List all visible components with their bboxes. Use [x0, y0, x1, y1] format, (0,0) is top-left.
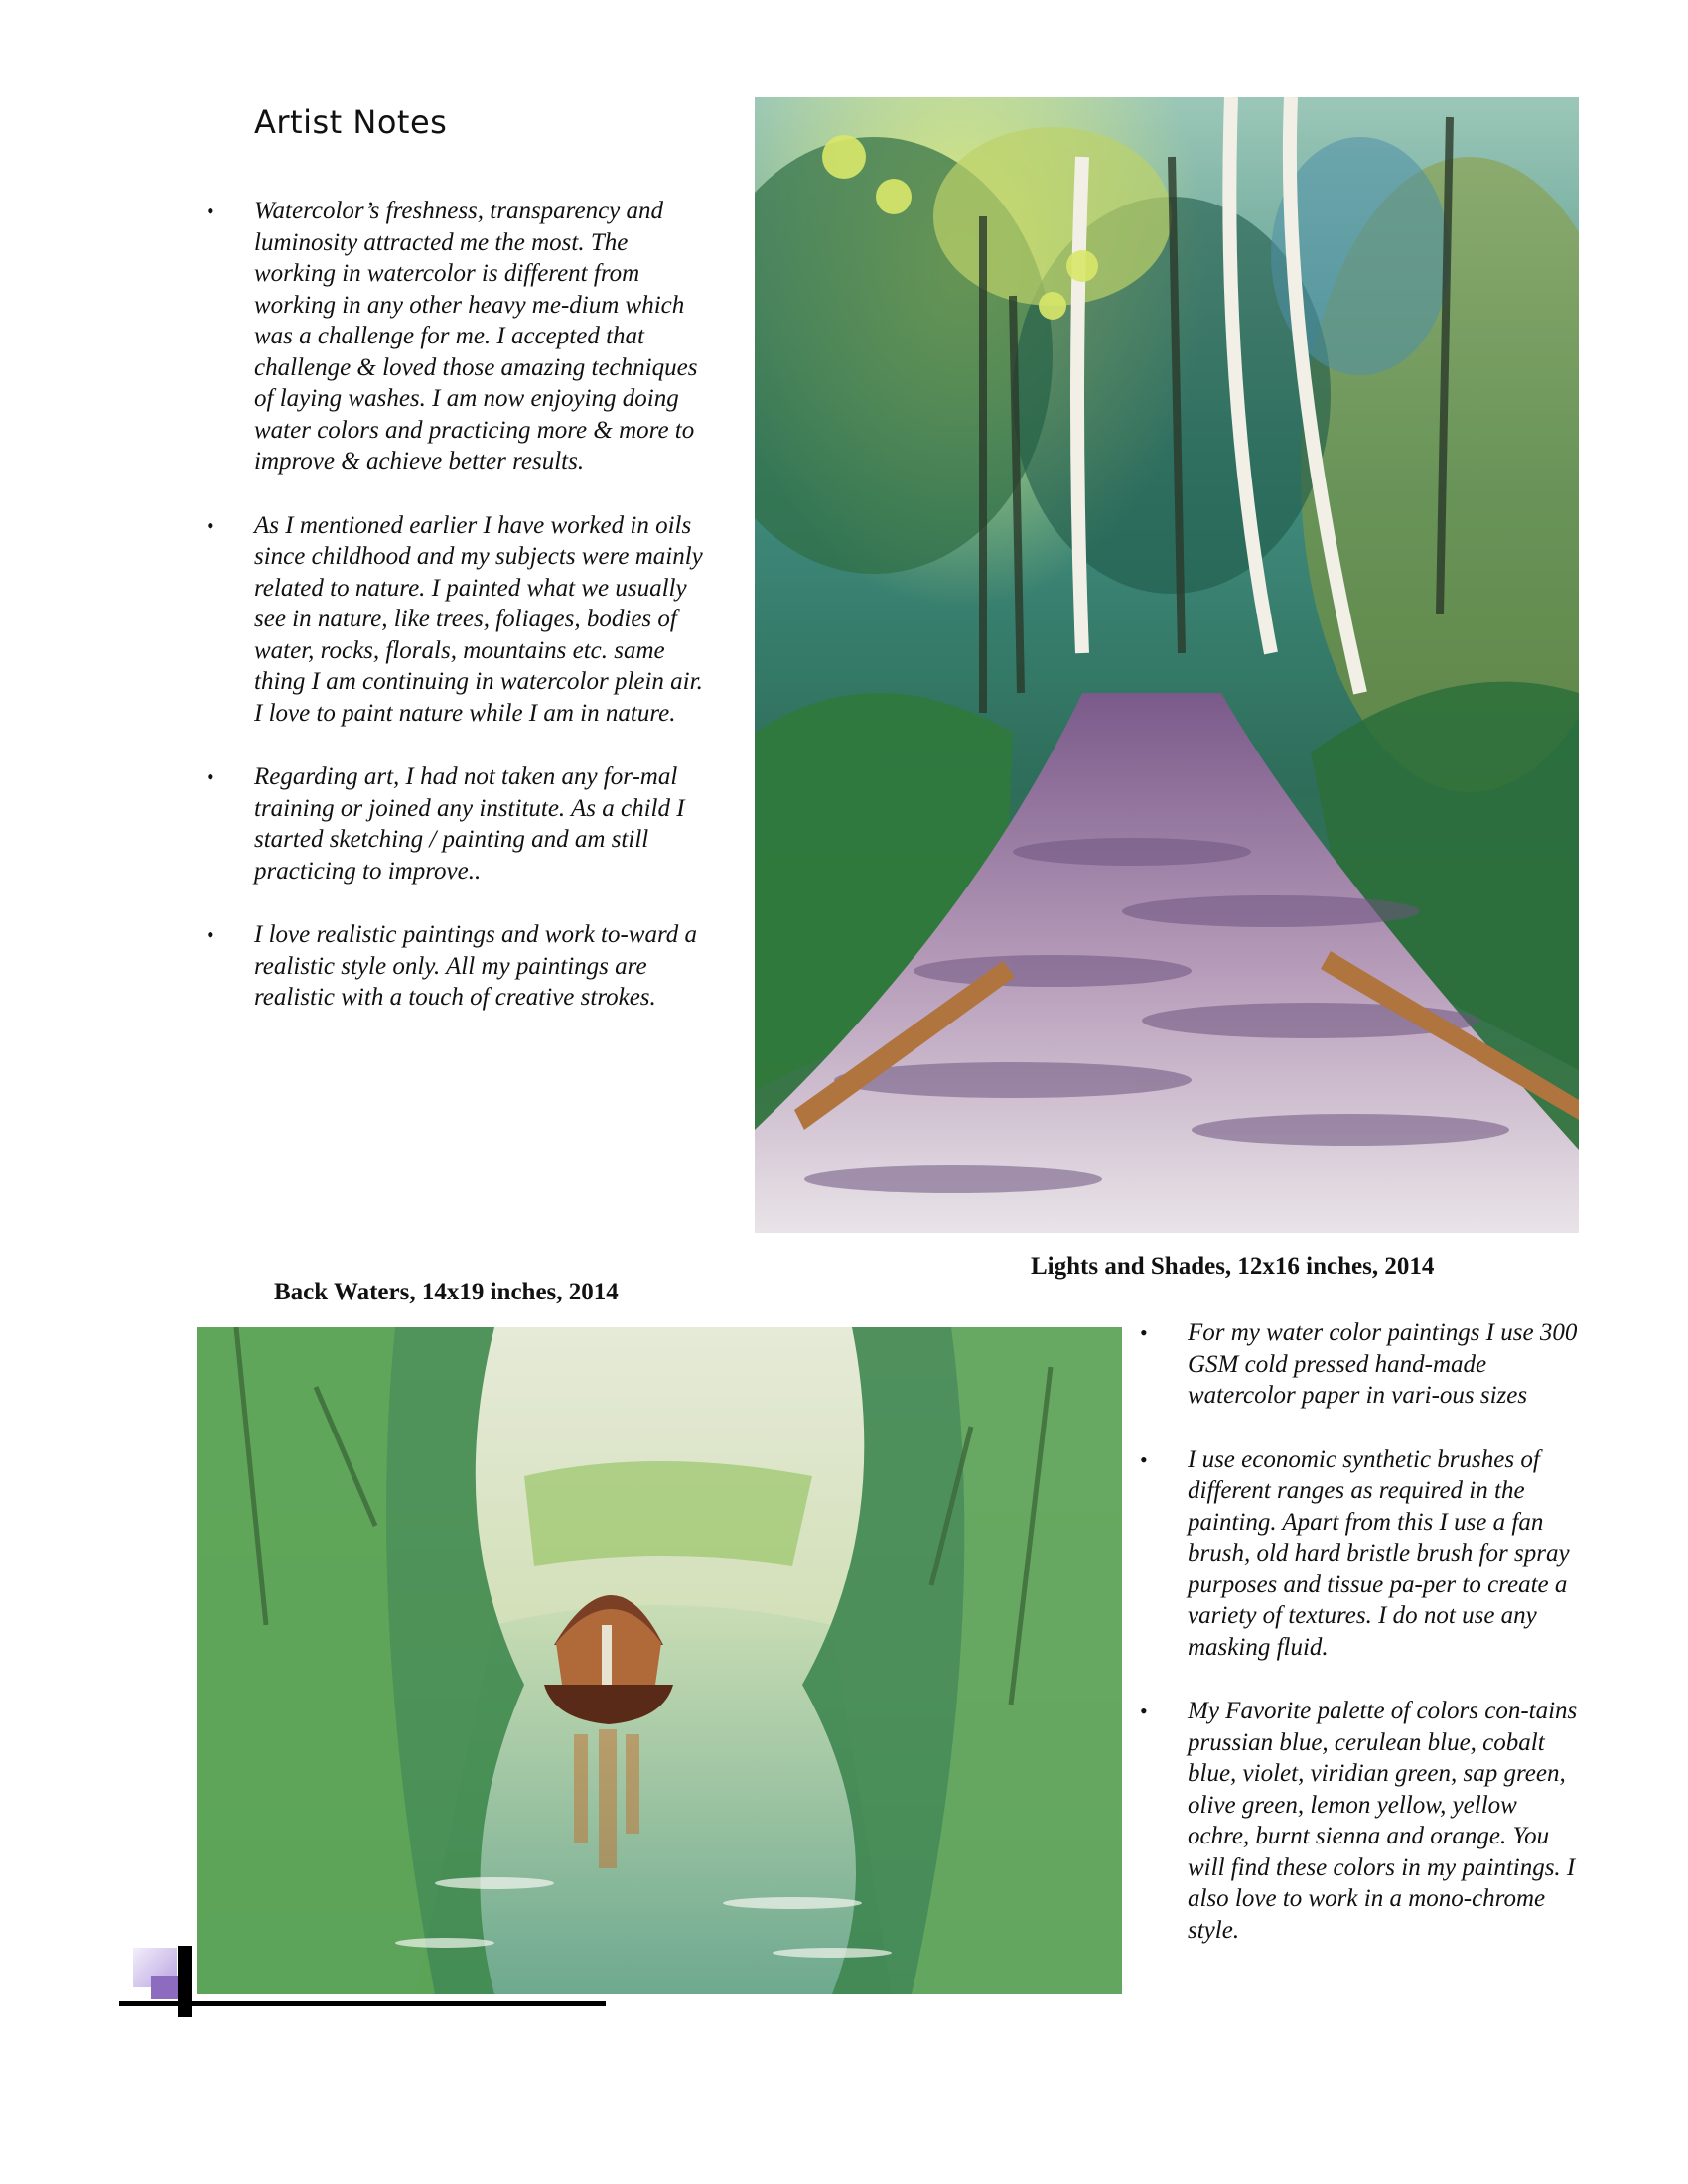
note-item: • As I mentioned earlier I have worked in oils since childhood and my subjects were mainly related to nature. I painted what we usually see in nature, like trees, foliages, bodies of water, rocks, florals, mountains etc. same thing I am continuing in watercolor plein air. I love to paint nature while I am in nature.	[254, 510, 711, 730]
decorative-horizontal-rule	[119, 2001, 606, 2006]
artist-notes-left-list	[254, 196, 711, 1046]
forest-path-caption: Lights and Shades, 12x16 inches, 2014	[1031, 1253, 1435, 1280]
forest-path-painting	[755, 97, 1579, 1233]
back-waters-caption: Back Waters, 14x19 inches, 2014	[274, 1279, 619, 1305]
note-item: • I love realistic paintings and work to-ward a realistic style only. All my paintings are realistic with a touch of creative strokes.	[254, 919, 711, 1014]
note-item: • Regarding art, I had not taken any for-mal training or joined any institute. As a child I started sketching / painting and am still practicing to improve..	[254, 761, 711, 887]
artist-notes-right-list	[1188, 1317, 1585, 1979]
decorative-square-small	[151, 1976, 179, 1999]
note-item: • My Favorite palette of colors con-tains prussian blue, cerulean blue, cobalt blue, violet, viridian green, sap green, olive green, lemon yellow, yellow ochre, burnt sienna and orange. You will find these colors in my paintings. I also love to work in a mono-chrome style.	[1188, 1696, 1585, 1946]
back-waters-painting	[197, 1327, 1122, 1994]
note-item: • Watercolor’s freshness, transparency and luminosity attracted me the most. The working in watercolor is different from working in any other heavy me-dium which was a challenge for me. I accepted that challenge & loved those amazing techniques of laying washes. I am now enjoying doing water colors and practicing more & more to improve & achieve better results.	[254, 196, 711, 478]
note-item: • For my water color paintings I use 300 GSM cold pressed hand-made watercolor paper in vari-ous sizes	[1188, 1317, 1585, 1412]
note-item: • I use economic synthetic brushes of different ranges as required in the painting. Apart from this I use a fan brush, old hard bristle brush for spray purposes and tissue pa-per to create a variety of textures. I do not use any masking fluid.	[1188, 1444, 1585, 1664]
page-heading: Artist Notes	[254, 103, 448, 141]
decorative-vertical-bar	[178, 1946, 192, 2017]
